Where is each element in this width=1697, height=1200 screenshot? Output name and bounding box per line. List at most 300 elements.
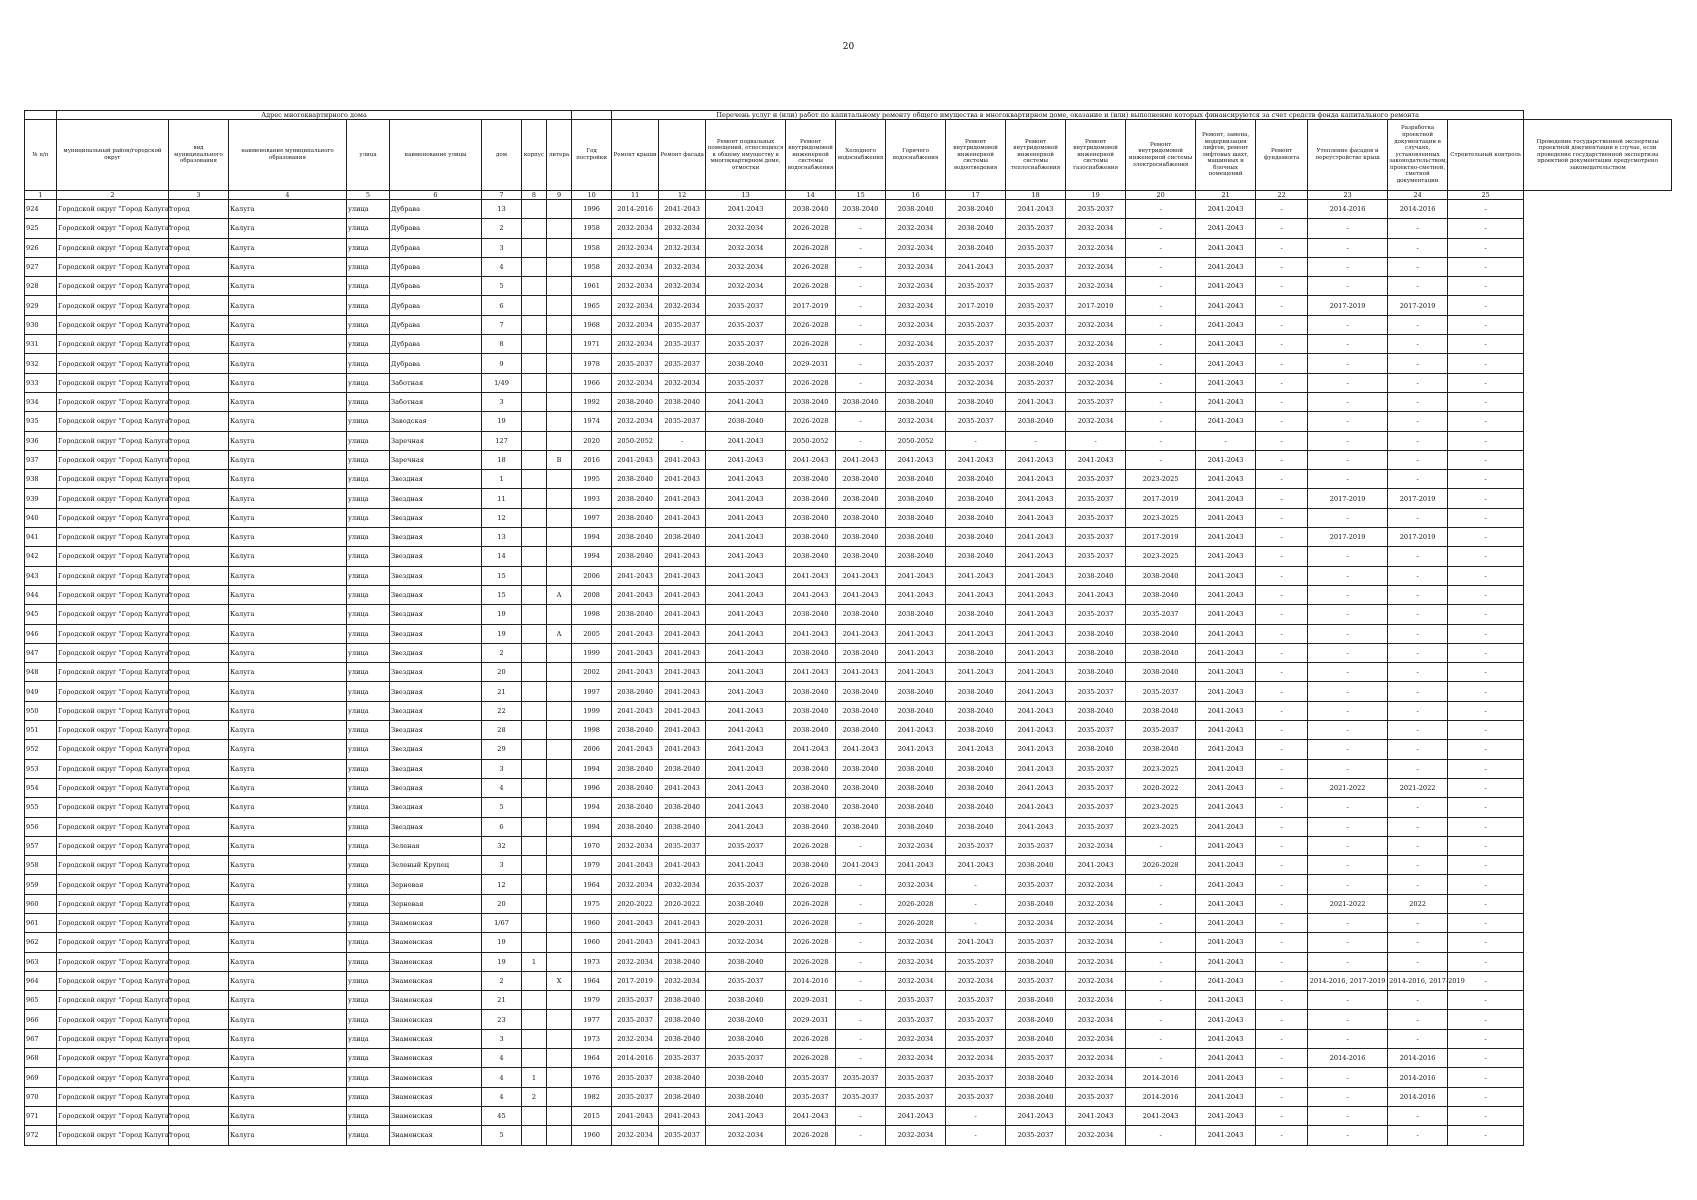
table-row — [25, 971, 1672, 990]
table-cell: 2032-2034 — [886, 1029, 946, 1048]
table-cell: 2035-2037 — [836, 1068, 886, 1087]
table-cell: город — [169, 856, 229, 875]
table-cell: 2041-2043 — [1066, 1106, 1126, 1125]
table-cell: - — [1126, 836, 1196, 855]
table-cell: - — [1256, 663, 1308, 682]
table-cell: Городской округ "Город Калуга" — [57, 1126, 169, 1145]
table-cell: 2020 — [572, 431, 612, 450]
table-cell: 23 — [482, 1010, 522, 1029]
table-cell: 935 — [25, 412, 57, 431]
column-number: 25 — [1448, 191, 1524, 200]
table-cell: 19 — [482, 933, 522, 952]
table-row — [25, 991, 1672, 1010]
table-cell: 951 — [25, 721, 57, 740]
table-cell — [547, 238, 572, 257]
table-cell: 2026-2028 — [786, 933, 836, 952]
table-cell: город — [169, 643, 229, 662]
column-number: 17 — [946, 191, 1006, 200]
table-cell: 970 — [25, 1087, 57, 1106]
table-cell: 2035-2037 — [612, 1087, 659, 1106]
table-cell: 2032-2034 — [1066, 1010, 1126, 1029]
table-cell: 1999 — [572, 701, 612, 720]
table-cell: 2032-2034 — [706, 238, 786, 257]
table-cell: 2014-2016 — [1388, 1087, 1448, 1106]
table-cell: 45 — [482, 1106, 522, 1125]
column-number: 14 — [786, 191, 836, 200]
table-cell: 2038-2040 — [886, 200, 946, 219]
table-cell: 2038-2040 — [786, 721, 836, 740]
table-cell: 2041-2043 — [1196, 200, 1256, 219]
table-cell: 2038-2040 — [786, 856, 836, 875]
table-cell: 1964 — [572, 1049, 612, 1068]
table-cell: - — [1308, 836, 1388, 855]
table-cell: 15 — [482, 585, 522, 604]
table-cell: 2035-2037 — [1126, 721, 1196, 740]
table-cell — [522, 450, 547, 469]
table-cell: 28 — [482, 721, 522, 740]
table-cell — [547, 547, 572, 566]
table-cell: - — [836, 1029, 886, 1048]
table-cell: - — [1126, 1126, 1196, 1145]
table-cell: 2035-2037 — [706, 335, 786, 354]
table-cell: 20 — [482, 663, 522, 682]
table-cell: 2035-2037 — [659, 335, 706, 354]
table-cell: - — [1256, 200, 1308, 219]
table-cell — [547, 682, 572, 701]
table-cell: 1965 — [572, 296, 612, 315]
table-cell: 2038-2040 — [886, 470, 946, 489]
table-cell: Звездная — [390, 817, 482, 836]
table-cell: Городской округ "Город Калуга" — [57, 315, 169, 334]
table-cell: 22 — [482, 701, 522, 720]
table-cell: 2041-2043 — [1006, 663, 1066, 682]
table-cell — [522, 547, 547, 566]
table-cell: 2041-2043 — [706, 643, 786, 662]
column-number: 2 — [57, 191, 169, 200]
table-cell: Звездная — [390, 508, 482, 527]
column-header: Ремонт внутридомовой инженерной системы водоотведения — [946, 120, 1006, 191]
table-cell: улица — [347, 952, 390, 971]
table-cell: 2035-2037 — [946, 277, 1006, 296]
table-cell: Знаменская — [390, 1106, 482, 1125]
table-cell: - — [1388, 933, 1448, 952]
table-cell: - — [1308, 547, 1388, 566]
table-cell: - — [946, 875, 1006, 894]
table-cell: 2038-2040 — [786, 470, 836, 489]
table-cell: 2023-2025 — [1126, 470, 1196, 489]
table-cell: 968 — [25, 1049, 57, 1068]
table-cell: 2035-2037 — [1006, 933, 1066, 952]
table-cell: город — [169, 663, 229, 682]
table-cell: 13 — [482, 528, 522, 547]
table-cell: 2032-2034 — [1066, 373, 1126, 392]
table-cell: - — [1256, 875, 1308, 894]
table-cell: 7 — [482, 315, 522, 334]
table-cell: Зерновая — [390, 894, 482, 913]
table-cell: 2035-2037 — [612, 1010, 659, 1029]
table-cell: 2041-2043 — [706, 1106, 786, 1125]
table-cell: - — [1256, 566, 1308, 585]
table-row — [25, 1126, 1672, 1145]
table-cell: 2032-2034 — [886, 836, 946, 855]
table-cell: 952 — [25, 740, 57, 759]
table-cell: 2032-2034 — [612, 875, 659, 894]
table-cell: - — [1256, 933, 1308, 952]
table-cell: Городской округ "Город Калуга" — [57, 1106, 169, 1125]
table-cell: 2041-2043 — [1196, 1087, 1256, 1106]
table-cell: Знаменская — [390, 1010, 482, 1029]
table-cell: 2038-2040 — [1006, 412, 1066, 431]
table-cell: 32 — [482, 836, 522, 855]
table-cell: 2035-2037 — [946, 991, 1006, 1010]
table-cell: 2014-2016 — [1388, 1068, 1448, 1087]
table-cell: 2023-2025 — [1126, 547, 1196, 566]
table-cell: 2041-2043 — [706, 624, 786, 643]
table-cell: 1994 — [572, 759, 612, 778]
table-cell: улица — [347, 991, 390, 1010]
table-cell: 2041-2043 — [659, 585, 706, 604]
table-cell: 2041-2043 — [706, 682, 786, 701]
table-cell: 2038-2040 — [612, 798, 659, 817]
table-cell: 2038-2040 — [786, 778, 836, 797]
table-cell: 2041-2043 — [612, 1106, 659, 1125]
table-cell: 2032-2034 — [886, 296, 946, 315]
table-cell: Дубрава — [390, 315, 482, 334]
table-cell: - — [1126, 277, 1196, 296]
table-cell: Городской округ "Город Калуга" — [57, 856, 169, 875]
table-cell: 2035-2037 — [946, 952, 1006, 971]
table-cell: 2038-2040 — [946, 200, 1006, 219]
table-cell: - — [1388, 624, 1448, 643]
table-cell: 2035-2037 — [946, 354, 1006, 373]
table-cell: 2035-2037 — [1066, 682, 1126, 701]
table-cell — [547, 817, 572, 836]
table-cell: 2017-2019 — [1066, 296, 1126, 315]
column-number: 22 — [1256, 191, 1308, 200]
table-cell: - — [1256, 373, 1308, 392]
table-cell: 2041-2043 — [659, 489, 706, 508]
table-cell: - — [1448, 354, 1524, 373]
table-cell: 2029-2031 — [786, 354, 836, 373]
table-cell: 924 — [25, 200, 57, 219]
table-cell: 2038-2040 — [786, 682, 836, 701]
table-cell: 2041-2043 — [1196, 528, 1256, 547]
table-cell: город — [169, 200, 229, 219]
table-cell: 1/49 — [482, 373, 522, 392]
table-row — [25, 624, 1672, 643]
table-cell: 2038-2040 — [1066, 740, 1126, 759]
table-cell: - — [1388, 450, 1448, 469]
table-row — [25, 740, 1672, 759]
table-cell: 957 — [25, 836, 57, 855]
column-header: Строительный контроль — [1448, 120, 1524, 191]
table-cell: 965 — [25, 991, 57, 1010]
table-cell: Городской округ "Город Калуга" — [57, 373, 169, 392]
table-cell: город — [169, 798, 229, 817]
table-cell: 2020-2022 — [1126, 778, 1196, 797]
table-cell: 2026-2028 — [786, 219, 836, 238]
table-cell: 2041-2043 — [1196, 585, 1256, 604]
table-cell: 2032-2034 — [1066, 238, 1126, 257]
table-cell: 2032-2034 — [886, 412, 946, 431]
table-cell: Дубрава — [390, 257, 482, 276]
table-cell: - — [836, 335, 886, 354]
table-cell: 2038-2040 — [886, 528, 946, 547]
table-cell: 939 — [25, 489, 57, 508]
table-cell: город — [169, 952, 229, 971]
table-cell: 2035-2037 — [706, 875, 786, 894]
table-cell: 2041-2043 — [946, 663, 1006, 682]
table-cell: 5 — [482, 1126, 522, 1145]
table-cell: 2041-2043 — [1196, 566, 1256, 585]
table-cell: - — [1256, 624, 1308, 643]
table-cell: - — [1448, 624, 1524, 643]
table-cell: - — [1308, 643, 1388, 662]
table-row — [25, 373, 1672, 392]
table-cell: улица — [347, 219, 390, 238]
table-cell: 2038-2040 — [1006, 1010, 1066, 1029]
table-cell: 969 — [25, 1068, 57, 1087]
table-cell: 5 — [482, 798, 522, 817]
table-cell: 2041-2043 — [1196, 373, 1256, 392]
table-cell: 2038-2040 — [946, 817, 1006, 836]
table-cell — [547, 798, 572, 817]
table-cell: - — [1256, 296, 1308, 315]
table-cell — [547, 1087, 572, 1106]
table-cell: - — [1388, 913, 1448, 932]
table-cell: 2041-2043 — [1006, 798, 1066, 817]
table-cell: улица — [347, 528, 390, 547]
table-cell: 2035-2037 — [1066, 759, 1126, 778]
table-cell: 1996 — [572, 778, 612, 797]
table-cell: 1994 — [572, 817, 612, 836]
table-cell: улица — [347, 605, 390, 624]
table-cell: 2032-2034 — [886, 971, 946, 990]
table-cell: - — [1126, 257, 1196, 276]
table-cell: город — [169, 933, 229, 952]
table-cell: Звездная — [390, 566, 482, 585]
table-cell: 2032-2034 — [706, 1126, 786, 1145]
table-cell: - — [1308, 875, 1388, 894]
table-row — [25, 585, 1672, 604]
table-cell: 2023-2025 — [1126, 798, 1196, 817]
table-cell: 948 — [25, 663, 57, 682]
table-cell: - — [1388, 836, 1448, 855]
table-cell: - — [1448, 701, 1524, 720]
table-cell: - — [1448, 1106, 1524, 1125]
table-cell: 3 — [482, 856, 522, 875]
table-cell: 2041-2043 — [836, 585, 886, 604]
table-cell: 2038-2040 — [1126, 585, 1196, 604]
table-cell: Калуга — [229, 373, 347, 392]
table-cell: 2050-2052 — [786, 431, 836, 450]
table-cell: Калуга — [229, 663, 347, 682]
table-cell: 29 — [482, 740, 522, 759]
table-cell: 1964 — [572, 971, 612, 990]
table-cell: 2041-2043 — [706, 778, 786, 797]
table-cell: 2035-2037 — [706, 296, 786, 315]
table-cell: улица — [347, 296, 390, 315]
table-cell: 2035-2037 — [1066, 200, 1126, 219]
table-cell: - — [1126, 875, 1196, 894]
table-cell: 2038-2040 — [836, 605, 886, 624]
table-cell: - — [1448, 489, 1524, 508]
table-cell: 2038-2040 — [946, 682, 1006, 701]
table-cell: 2041-2043 — [786, 663, 836, 682]
table-cell: 2035-2037 — [1066, 489, 1126, 508]
table-row — [25, 913, 1672, 932]
table-cell: 2014-2016 — [786, 971, 836, 990]
table-cell: - — [1256, 913, 1308, 932]
table-cell: 2032-2034 — [1066, 836, 1126, 855]
table-cell: 2041-2043 — [836, 856, 886, 875]
table-cell: 2032-2034 — [1066, 952, 1126, 971]
table-row — [25, 721, 1672, 740]
table-cell: Заботная — [390, 373, 482, 392]
table-cell: - — [1308, 238, 1388, 257]
table-cell: - — [1308, 412, 1388, 431]
table-cell: 2035-2037 — [946, 1068, 1006, 1087]
table-cell: Калуга — [229, 1010, 347, 1029]
table-cell: - — [1006, 431, 1066, 450]
table-cell: 2032-2034 — [659, 257, 706, 276]
table-cell: - — [1388, 566, 1448, 585]
table-cell: 934 — [25, 392, 57, 411]
table-cell: Городской округ "Город Калуга" — [57, 354, 169, 373]
table-cell: 2041-2043 — [659, 682, 706, 701]
table-cell: 2041-2043 — [1196, 1068, 1256, 1087]
table-cell: 2041-2043 — [706, 470, 786, 489]
table-cell: 2041-2043 — [1006, 508, 1066, 527]
table-cell: улица — [347, 412, 390, 431]
table-cell: Калуга — [229, 315, 347, 334]
table-cell: 2041-2043 — [1196, 643, 1256, 662]
table-cell: город — [169, 1126, 229, 1145]
table-cell: 13 — [482, 200, 522, 219]
table-cell: 2032-2034 — [1066, 335, 1126, 354]
table-row — [25, 450, 1672, 469]
table-cell — [522, 817, 547, 836]
table-cell: 2038-2040 — [1126, 643, 1196, 662]
table-cell: - — [1126, 373, 1196, 392]
table-cell: 943 — [25, 566, 57, 585]
table-cell — [547, 219, 572, 238]
table-cell: Звездная — [390, 470, 482, 489]
table-cell: Калуга — [229, 1106, 347, 1125]
table-cell: 2041-2043 — [706, 431, 786, 450]
table-cell: 2041-2043 — [659, 778, 706, 797]
column-number: 18 — [1006, 191, 1066, 200]
table-cell: 2038-2040 — [1006, 991, 1066, 1010]
column-header: Ремонт фундамента — [1256, 120, 1308, 191]
table-cell: 2026-2028 — [786, 894, 836, 913]
table-cell: 2041-2043 — [1006, 1106, 1066, 1125]
table-cell — [522, 643, 547, 662]
table-cell: 2041-2043 — [1066, 450, 1126, 469]
table-cell: 958 — [25, 856, 57, 875]
table-cell — [522, 470, 547, 489]
table-cell: 2041-2043 — [1126, 1106, 1196, 1125]
table-cell: Калуга — [229, 875, 347, 894]
table-cell: - — [1448, 431, 1524, 450]
table-cell: 2041-2043 — [1196, 1126, 1256, 1145]
column-number: 24 — [1388, 191, 1448, 200]
table-cell: - — [1126, 296, 1196, 315]
table-cell: 954 — [25, 778, 57, 797]
table-cell: 2021-2022 — [1388, 778, 1448, 797]
table-cell: - — [836, 991, 886, 1010]
table-cell: - — [1256, 1010, 1308, 1029]
table-cell: 2041-2043 — [886, 624, 946, 643]
column-header: улица — [347, 120, 390, 191]
table-cell: Х — [547, 971, 572, 990]
table-cell: 2041-2043 — [706, 817, 786, 836]
table-row — [25, 257, 1672, 276]
table-cell: Калуга — [229, 933, 347, 952]
table-cell: В — [547, 450, 572, 469]
table-cell: 2038-2040 — [836, 547, 886, 566]
table-cell: 2035-2037 — [1066, 798, 1126, 817]
table-cell: - — [1448, 528, 1524, 547]
table-cell: 2035-2037 — [836, 1087, 886, 1106]
table-cell — [547, 1068, 572, 1087]
table-cell: - — [1448, 200, 1524, 219]
table-cell — [522, 1049, 547, 1068]
table-cell: 1968 — [572, 315, 612, 334]
table-cell: Городской округ "Город Калуга" — [57, 991, 169, 1010]
table-cell: улица — [347, 547, 390, 566]
table-cell: Зерновая — [390, 875, 482, 894]
table-cell: 2041-2043 — [1196, 296, 1256, 315]
table-cell: 2041-2043 — [886, 566, 946, 585]
table-cell: 2041-2043 — [886, 643, 946, 662]
table-cell: 1975 — [572, 894, 612, 913]
table-cell: - — [1448, 219, 1524, 238]
table-cell: - — [1388, 643, 1448, 662]
table-cell: - — [1388, 740, 1448, 759]
table-row — [25, 315, 1672, 334]
table-cell: - — [1388, 856, 1448, 875]
table-cell: - — [1388, 1029, 1448, 1048]
table-cell: - — [1308, 605, 1388, 624]
table-cell — [547, 1126, 572, 1145]
table-cell: 929 — [25, 296, 57, 315]
table-cell: Городской округ "Город Калуга" — [57, 489, 169, 508]
table-cell: 2038-2040 — [946, 508, 1006, 527]
table-cell: 2041-2043 — [1196, 836, 1256, 855]
column-header: муниципальный район/городской округ — [57, 120, 169, 191]
table-cell: Зеленая — [390, 836, 482, 855]
table-cell: улица — [347, 1106, 390, 1125]
table-cell: город — [169, 836, 229, 855]
table-cell: - — [1308, 392, 1388, 411]
table-row — [25, 200, 1672, 219]
table-cell: 2035-2037 — [612, 354, 659, 373]
table-cell: улица — [347, 1126, 390, 1145]
table-cell: 2032-2034 — [659, 238, 706, 257]
table-cell: 2038-2040 — [1006, 1068, 1066, 1087]
table-cell: 2026-2028 — [786, 836, 836, 855]
table-row — [25, 933, 1672, 952]
table-cell: 2038-2040 — [886, 759, 946, 778]
table-cell: 2041-2043 — [836, 740, 886, 759]
table-cell: 1977 — [572, 1010, 612, 1029]
table-cell: 2038-2040 — [786, 643, 836, 662]
column-number: 1 — [25, 191, 57, 200]
table-cell: - — [1256, 1068, 1308, 1087]
table-cell: 2041-2043 — [946, 585, 1006, 604]
table-cell: улица — [347, 200, 390, 219]
